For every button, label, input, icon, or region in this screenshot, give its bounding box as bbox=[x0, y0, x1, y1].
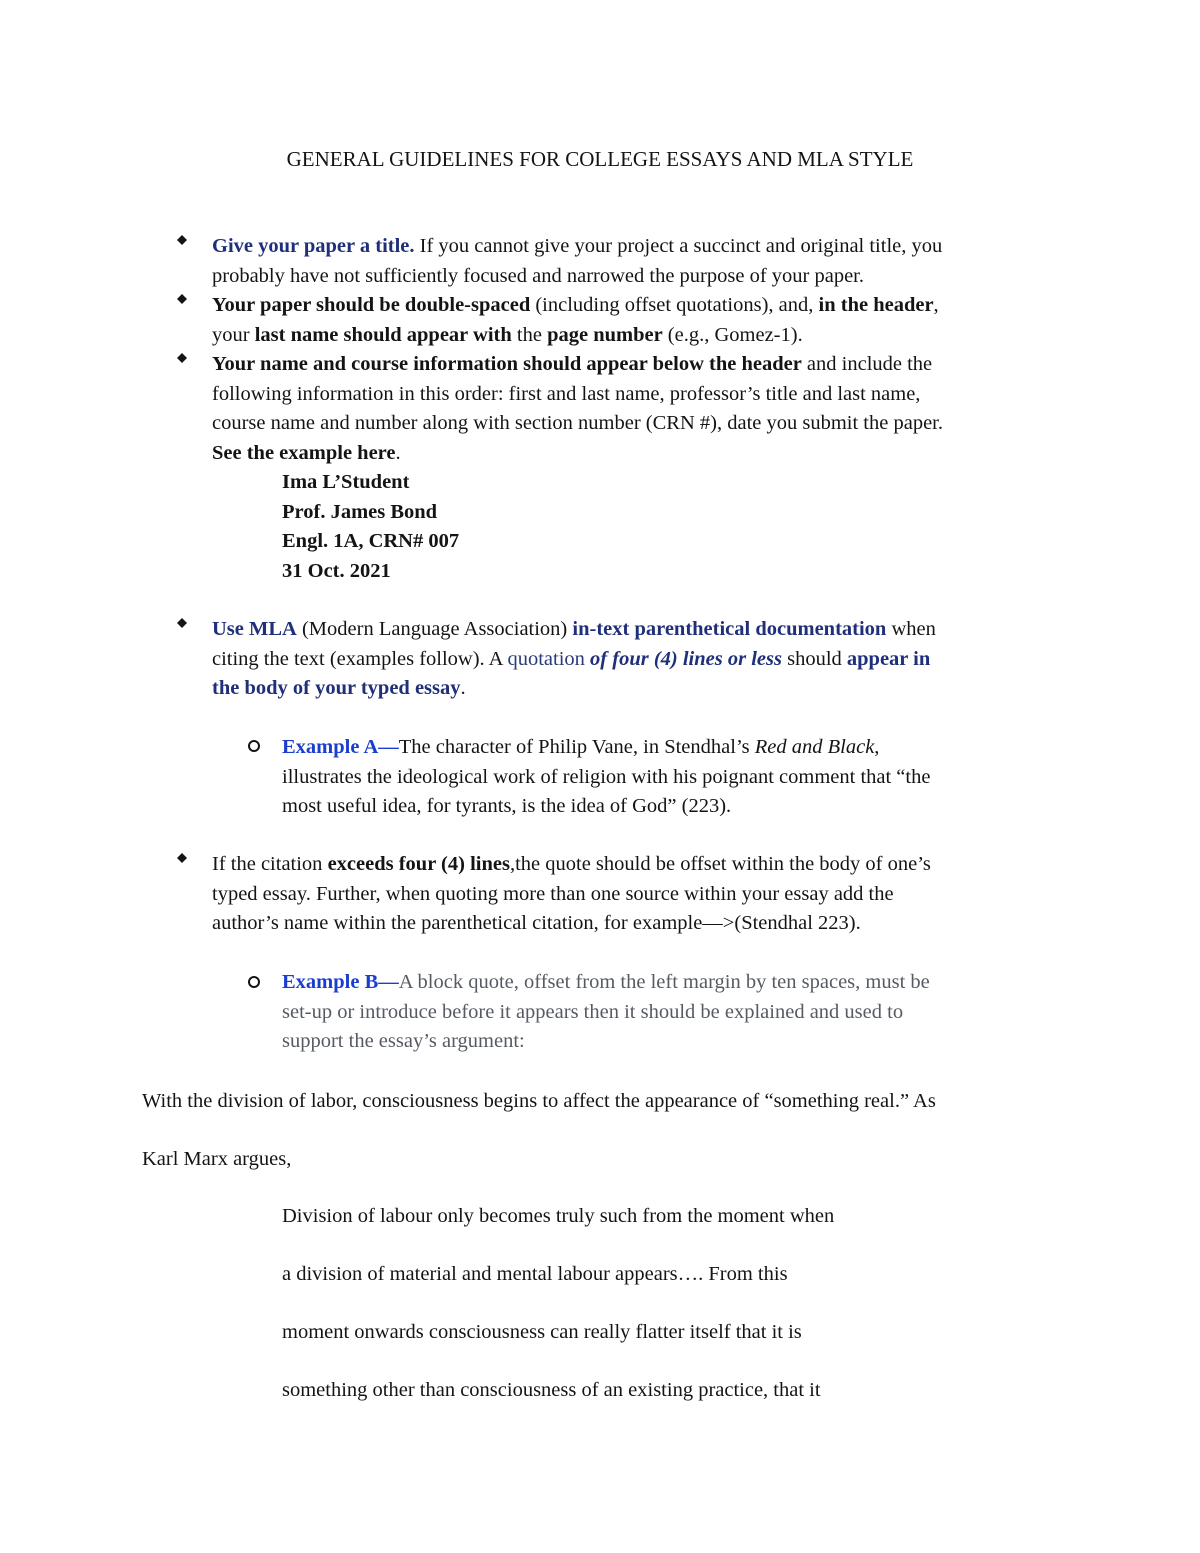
highlight-text: the body of your typed essay bbox=[212, 677, 461, 699]
guideline-block-quote bbox=[212, 850, 931, 939]
text-run: your bbox=[212, 323, 255, 346]
text-run: ,the quote should be offset within the body of one’s bbox=[509, 853, 931, 875]
block-quote-line: moment onwards consciousness can really flatter itself that it is bbox=[282, 1321, 802, 1343]
text-run: (Modern Language Association) bbox=[296, 618, 573, 640]
text-run: (e.g., Gomez-1). bbox=[662, 323, 803, 346]
text-line: illustrates the ideological work of religion with his poignant comment that “the bbox=[282, 765, 931, 788]
bold-text: last name should appear with bbox=[254, 323, 512, 346]
block-quote-line: a division of material and mental labour appears…. From this bbox=[282, 1263, 788, 1285]
highlight-text: quotation bbox=[507, 647, 591, 670]
italic-text: Red and Black bbox=[754, 736, 875, 758]
example-professor: Prof. James Bond bbox=[282, 500, 438, 523]
example-course: Engl. 1A, CRN# 007 bbox=[282, 530, 460, 552]
text-run: , bbox=[874, 736, 880, 758]
text-line: probably have not sufficiently focused and narrowed the purpose of your paper. bbox=[212, 264, 865, 287]
highlight-text: Use MLA bbox=[212, 618, 297, 640]
text-run: (including offset quotations), and, bbox=[530, 294, 819, 316]
bold-text: See the example here bbox=[212, 441, 396, 464]
bullet-icon bbox=[177, 235, 187, 245]
text-run: . bbox=[395, 441, 401, 464]
body-paragraph-line: Karl Marx argues, bbox=[142, 1148, 292, 1170]
bullet-icon bbox=[177, 353, 187, 363]
guideline-header-info bbox=[212, 350, 943, 468]
text-run: citing the text (examples follow). A bbox=[212, 647, 508, 670]
body-paragraph-line: With the division of labor, consciousness begins to affect the appearance of “something real.” As bbox=[142, 1090, 936, 1112]
bold-text: exceeds four (4) lines bbox=[327, 853, 510, 875]
guideline-mla bbox=[212, 615, 936, 704]
example-date: 31 Oct. 2021 bbox=[282, 559, 391, 582]
text-run: , bbox=[933, 294, 939, 316]
text-run: and include the bbox=[801, 353, 933, 375]
example-name: Ima L’Student bbox=[282, 471, 410, 493]
header-example bbox=[282, 468, 459, 586]
text-run: If the citation bbox=[212, 853, 328, 875]
bold-text: Your name and course information should appear below the header bbox=[212, 353, 802, 375]
circle-bullet-icon bbox=[248, 740, 260, 752]
block-quote-line: Division of labour only becomes truly such from the moment when bbox=[282, 1205, 835, 1227]
text-line: typed essay. Further, when quoting more than one source within your essay add the bbox=[212, 882, 894, 905]
guideline-spacing bbox=[212, 291, 939, 350]
circle-bullet-icon bbox=[248, 976, 260, 988]
example-label: Example B— bbox=[282, 971, 399, 993]
highlight-text: in-text parenthetical documentation bbox=[572, 618, 887, 640]
highlight-text: appear in bbox=[846, 647, 931, 670]
text-line: most useful idea, for tyrants, is the idea of God” (223). bbox=[282, 795, 732, 817]
highlight-text: Give your paper a title. bbox=[212, 235, 415, 257]
text-run: when bbox=[886, 618, 936, 640]
block-quote-line: something other than consciousness of an existing practice, that it bbox=[282, 1379, 821, 1401]
bold-text: Your paper should be double-spaced bbox=[212, 294, 531, 316]
text-run: the bbox=[511, 323, 548, 346]
example-b bbox=[282, 968, 930, 1057]
bullet-icon bbox=[177, 618, 187, 628]
text-run: The character of Philip Vane, in Stendhal’s bbox=[398, 736, 755, 758]
text-run: If you cannot give your project a succinct and original title, you bbox=[414, 235, 943, 257]
bold-text: page number bbox=[547, 323, 663, 346]
text-line: course name and number along with section number (CRN #), date you submit the paper. bbox=[212, 412, 943, 434]
text-line: following information in this order: first and last name, professor’s title and last name, bbox=[212, 382, 921, 405]
example-label: Example A— bbox=[282, 736, 399, 758]
text-run: A block quote, offset from the left margin by ten spaces, must be bbox=[398, 971, 930, 993]
highlight-text: of four (4) lines or less bbox=[590, 647, 782, 670]
text-run: . bbox=[460, 677, 466, 699]
text-line: support the essay’s argument: bbox=[282, 1030, 525, 1052]
guideline-title bbox=[212, 232, 942, 291]
page-title: GENERAL GUIDELINES FOR COLLEGE ESSAYS AND MLA STYLE bbox=[286, 147, 914, 171]
example-a bbox=[282, 733, 930, 822]
bold-text: in the header bbox=[818, 294, 934, 316]
bullet-icon bbox=[177, 294, 187, 304]
text-line: set-up or introduce before it appears then it should be explained and used to bbox=[282, 1000, 904, 1023]
text-line: author’s name within the parenthetical citation, for example—>(Stendhal 223). bbox=[212, 912, 861, 934]
text-run: should bbox=[781, 647, 847, 670]
bullet-icon bbox=[177, 853, 187, 863]
